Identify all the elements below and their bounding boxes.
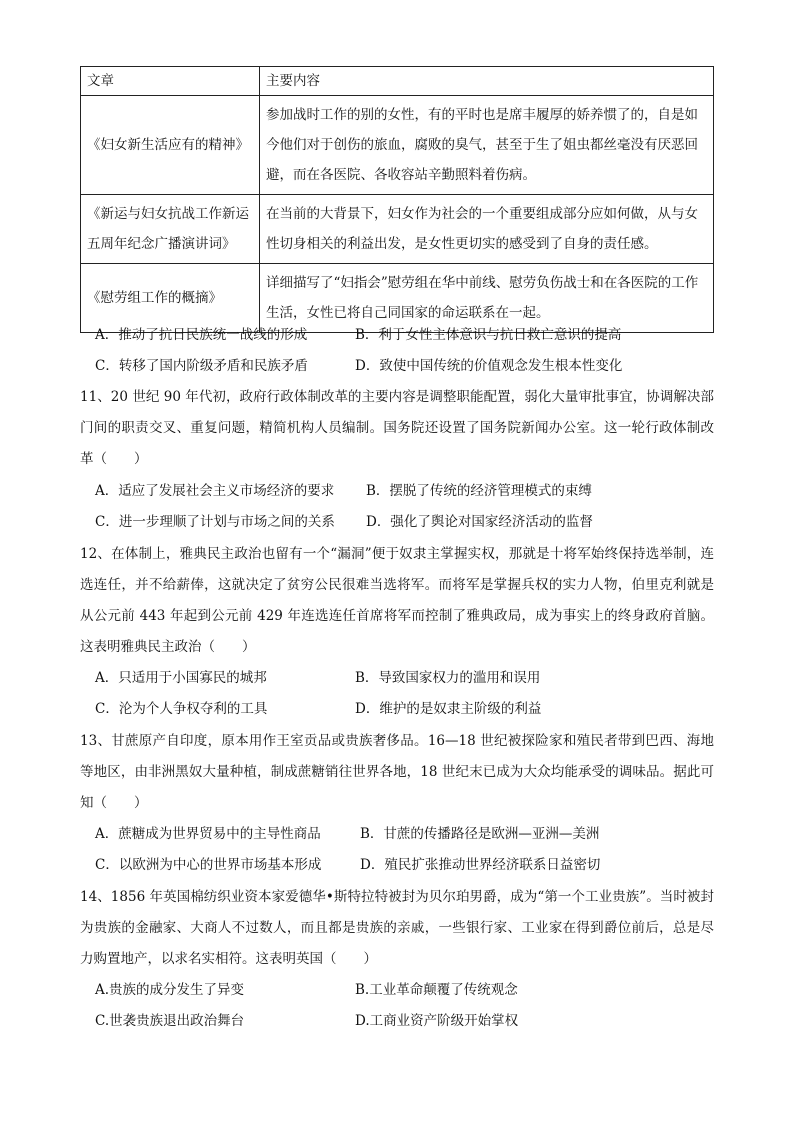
q10-option-b[interactable]: B．利于女性主体意识与抗日救亡意识的提高 <box>355 327 622 343</box>
q14-option-d[interactable]: D.工商业资产阶级开始掌权 <box>355 1013 519 1029</box>
q11-stem: 11、20 世纪 90 年代初，政府行政体制改革的主要内容是调整职能配置，弱化大量审批事宜，协调解决部门间的职责交叉、重复问题，精简机构人员编制。国务院还设置了国务院新闻办公室。这一轮行政体制改革（ ） <box>80 389 714 467</box>
q10-option-d[interactable]: D．致使中国传统的价值观念发生根本性变化 <box>355 358 623 374</box>
q13-option-d[interactable]: D．殖民扩张推动世界经济联系日益密切 <box>360 857 601 873</box>
article-content: 参加战时工作的别的女性，有的平时也是席丰履厚的娇养惯了的，自是如今他们对于创伤的旅血，腐败的臭气，甚至于生了姐虫都丝毫没有厌恶回避，而在各医院、各收容站辛勤照料着伤病。 <box>260 96 714 195</box>
article-title: 《妇女新生活应有的精神》 <box>81 96 260 195</box>
q10-option-a[interactable]: A．推动了抗日民族统一战线的形成 <box>95 327 308 343</box>
q14-option-c[interactable]: C.世袭贵族退出政治舞台 <box>95 1013 245 1029</box>
q14-option-a[interactable]: A.贵族的成分发生了异变 <box>95 982 245 998</box>
articles-table <box>80 66 714 333</box>
q13-option-a[interactable]: A．蔗糖成为世界贸易中的主导性商品 <box>95 826 321 842</box>
q13-stem: 13、甘蔗原产自印度，原本用作王室贡品或贵族奢侈品。16—18 世纪被探险家和殖民者带到巴西、海地等地区，由非洲黑奴大量种植，制成蔗糖销往世界各地，18 世纪末已成为大众均能承受的调味品。据此可知（ ） <box>80 733 714 811</box>
q14-option-b[interactable]: B.工业革命颠覆了传统观念 <box>355 982 518 998</box>
q14-stem: 14、1856 年英国棉纺织业资本家爱德华•斯特拉特被封为贝尔珀男爵，成为“第一个工业贵族”。当时被封为贵族的金融家、大商人不过数人，而且都是贵族的亲戚，一些银行家、工业家在得到爵位前后，总是尽力购置地产，以求名实相符。这表明英国（ ） <box>80 889 714 967</box>
q12-stem: 12、在体制上，雅典民主政治也留有一个“漏洞”便于奴隶主掌握实权，那就是十将军始终保持选举制，连选连任，并不给薪俸，这就决定了贫穷公民很难当选将军。而将军是掌握兵权的实力人物，伯里克利就是从公元前 443 年起到公元前 429 年连选连任首席将军而控制了雅典政局，成为事实上的终身政府首脑。这表明雅典民主政治（ ） <box>80 546 714 655</box>
q13-option-b[interactable]: B．甘蔗的传播路径是欧洲—亚洲—美洲 <box>360 826 600 842</box>
q11-option-a[interactable]: A．适应了发展社会主义市场经济的要求 <box>95 483 335 499</box>
q10-option-c[interactable]: C．转移了国内阶级矛盾和民族矛盾 <box>95 358 308 374</box>
q13-option-c[interactable]: C．以欧洲为中心的世界市场基本形成 <box>95 857 322 873</box>
article-title: 《新运与妇女抗战工作新运五周年纪念广播演讲词》 <box>81 195 260 264</box>
article-content: 详细描写了“妇指会”慰劳组在华中前线、慰劳负伤战士和在各医院的工作生活，女性已将自己同国家的命运联系在一起。 <box>260 264 714 333</box>
q12-option-c[interactable]: C．沦为个人争权夺利的工具 <box>95 701 268 717</box>
table-row <box>81 96 714 195</box>
q12-option-d[interactable]: D．维护的是奴隶主阶级的利益 <box>355 701 542 717</box>
q11-option-b[interactable]: B．摆脱了传统的经济管理模式的束缚 <box>366 483 592 499</box>
q12-option-b[interactable]: B．导致国家权力的滥用和误用 <box>355 670 541 686</box>
table-header-row <box>81 67 714 96</box>
q12-option-a[interactable]: A．只适用于小国寡民的城邦 <box>95 670 267 686</box>
article-content: 在当前的大背景下，妇女作为社会的一个重要组成部分应如何做，从与女性切身相关的利益出发，是女性更切实的感受到了自身的责任感。 <box>260 195 714 264</box>
header-article: 文章 <box>81 67 260 96</box>
q11-option-c[interactable]: C．进一步理顺了计划与市场之间的关系 <box>95 514 335 530</box>
q11-option-d[interactable]: D．强化了舆论对国家经济活动的监督 <box>366 514 593 530</box>
table-row <box>81 195 714 264</box>
header-content: 主要内容 <box>260 67 714 96</box>
article-title: 《慰劳组工作的概摘》 <box>81 264 260 333</box>
